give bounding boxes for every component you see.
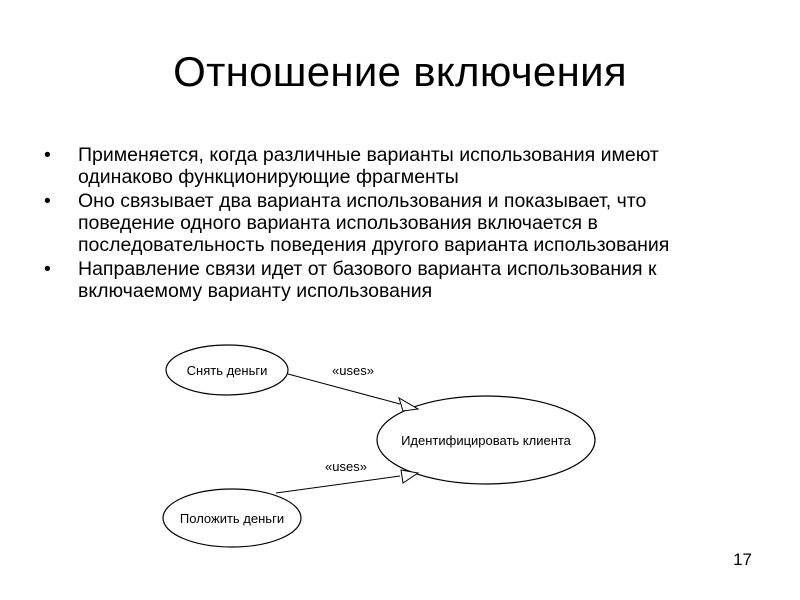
bullet-text: Направление связи идет от базового варианта использования к включаемому варианту использования [78,258,657,302]
include-relation-top-line [288,374,400,404]
include-relation-top-arrowhead-icon [399,398,418,411]
bullet-text: Применяется, когда различные варианты использования имеют одинаково функционирующие фрагменты [78,144,659,188]
bullet-dot-icon: • [44,258,51,280]
include-relation-top [288,363,418,411]
include-relation-top-label: «uses» [332,363,374,378]
use-case-diagram [0,330,800,560]
use-case-deposit [163,489,301,547]
use-case-withdraw-label: Снять деньги [186,363,268,378]
slide-title: Отношение включения [173,48,627,95]
page-number: 17 [733,550,752,569]
use-case-deposit-label: Положить деньги [179,511,285,526]
bullet-item-1 [44,144,744,188]
use-case-withdraw [166,345,288,395]
bullet-item-3 [44,258,744,302]
include-relation-bottom-label: «uses» [325,459,367,474]
bullet-list [44,144,744,304]
use-case-identify-label: Идентифицировать клиента [401,433,571,448]
bullet-dot-icon: • [44,144,51,166]
bullet-item-2 [44,190,744,256]
bullet-dot-icon: • [44,190,51,212]
include-relation-bottom-line [276,476,400,493]
bullet-text: Оно связывает два варианта использования и показывает, что поведение одного варианта использования включается в последовательность поведения другого варианта использования [78,190,670,256]
